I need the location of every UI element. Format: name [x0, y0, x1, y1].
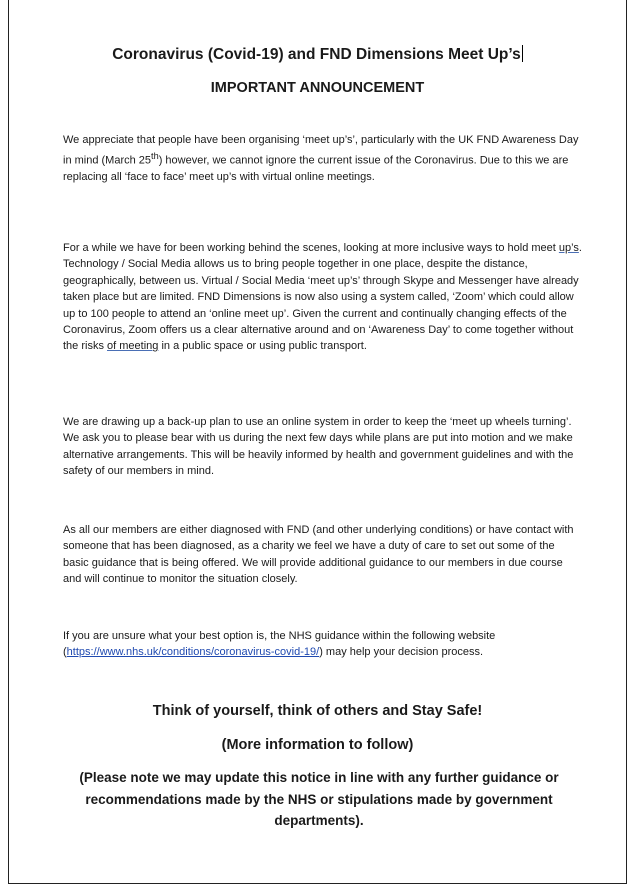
document-page [8, 0, 627, 884]
paragraph-5-text-b: ) may help your decision process. [319, 646, 484, 659]
update-notice: (Please note we may update this notice in line with any further guidance or recommendations made by the NHS or stipulations made by government departments). [79, 770, 559, 828]
paragraph-1 [63, 132, 583, 186]
spell-flag-phrase: of meeting [107, 340, 159, 353]
paragraph-1-text-end: ) however, we cannot ignore the current issue of the Coronavirus. Due to this we are replacing all ‘face to face’ meet up’s with virtual online meetings. [63, 155, 569, 184]
spell-flag-word: up’s [558, 242, 579, 254]
stay-safe-heading: Think of yourself, think of others and Stay Safe! [152, 703, 483, 719]
nhs-guidance-link[interactable]: https://www.nhs.uk/conditions/coronavirus-covid-19/ [66, 646, 320, 659]
paragraph-3: We are drawing up a back-up plan to use an online system in order to keep the ‘meet up wheels turning’. We ask you to please bear with us during the next few days while plans are put into motion and we make alternative arrangements. This will be heavily informed by health and government guidelines and with the safety of our members in mind. [63, 416, 574, 478]
document-subtitle: IMPORTANT ANNOUNCEMENT [210, 80, 425, 96]
paragraph-2-text-a: For a while we have for been working behind the scenes, looking at more inclusive ways to hold meet [63, 242, 559, 254]
ordinal-suffix: th [151, 151, 159, 162]
paragraph-2 [63, 240, 583, 355]
paragraph-2-text-c: in a public space or using public transport. [158, 340, 367, 353]
paragraph-2-text-b: . Technology / Social Media allows us to bring people together in one place, despite the distance, geographically, between us. Virtual / Social Media ‘meet up’s’ through Skype and Messenger have already taken place but are limited. FND Dimensions is now also using a system called, ‘Zoom’ which could allow up to 100 people to attend an ‘online meet up’. Given the current and continually changing effects of the Coronavirus, Zoom offers us a clear alternative around and on ‘Awareness Day’ to come together without the risks [63, 242, 582, 353]
document-title-text: Coronavirus (Covid-19) and FND Dimensions Meet Up’s [112, 46, 521, 63]
paragraph-5 [63, 628, 583, 661]
more-info-heading: (More information to follow) [221, 737, 414, 753]
paragraph-4: As all our members are either diagnosed with FND (and other underlying conditions) or have contact with someone that has been diagnosed, as a charity we feel we have a duty of care to set out some of the basic guidance that is being offered. We will provide additional guidance to our members in due course and will continue to monitor the situation closely. [63, 524, 574, 586]
paragraph-5-text-a: If you are unsure what your best option is, the NHS guidance within the following website ( [63, 630, 496, 659]
paragraph-1-text: We appreciate that people have been organising ‘meet up’s’, particularly with the UK FND Awareness Day in mind (March 25 [63, 134, 579, 168]
document-title [9, 45, 626, 64]
text-cursor [522, 45, 523, 62]
